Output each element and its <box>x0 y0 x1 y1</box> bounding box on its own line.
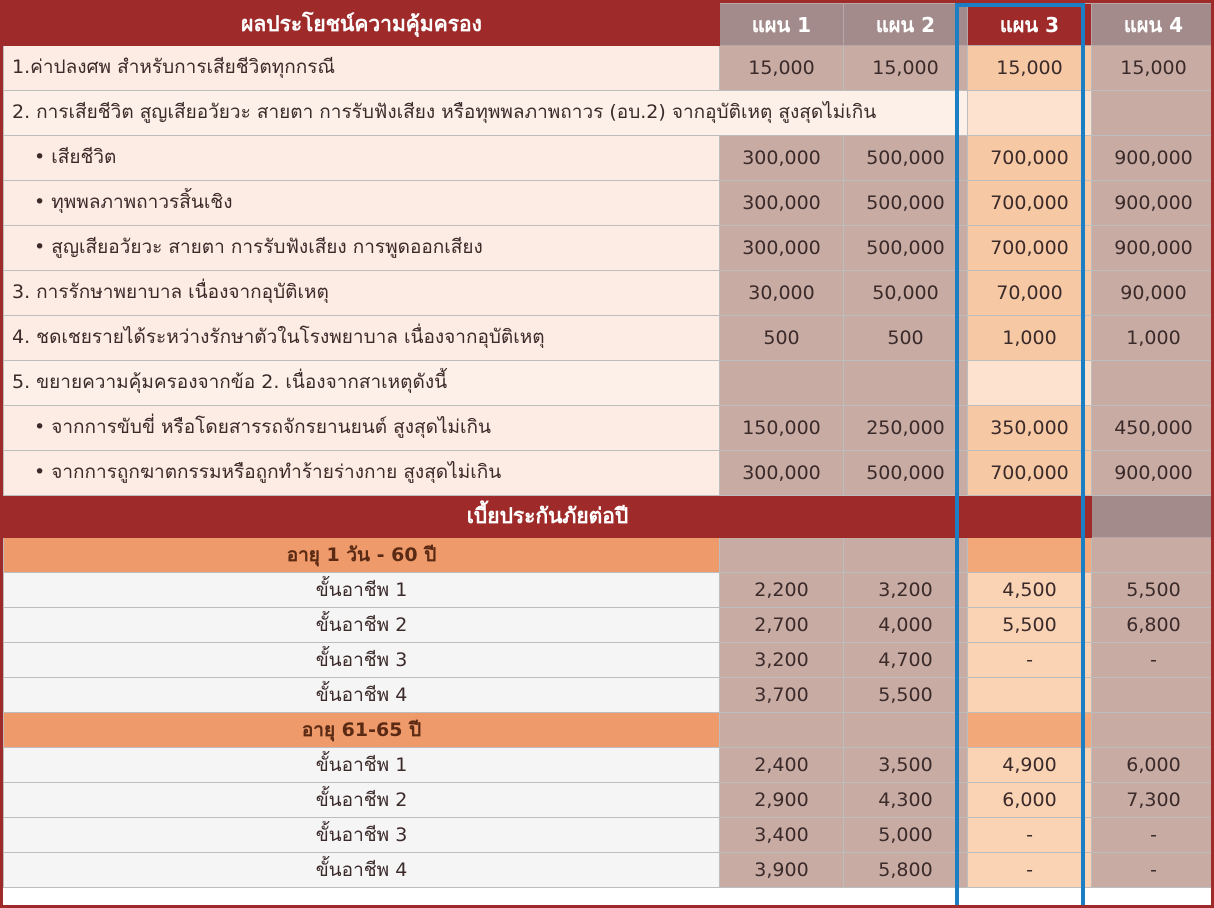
row-value-plan3: 350,000 <box>968 406 1092 451</box>
premium-section-title: เบี้ยประกันภัยต่อปี <box>4 496 1092 538</box>
table-header <box>4 4 1214 46</box>
premium-value-plan3: 6,000 <box>968 783 1092 818</box>
table-row <box>4 573 1214 608</box>
premium-value-plan4: 6,800 <box>1092 608 1214 643</box>
premium-value-plan3 <box>968 678 1092 713</box>
premium-value-plan2: 5,000 <box>844 818 968 853</box>
table-body <box>4 46 1214 888</box>
row-value-plan2: 500,000 <box>844 451 968 496</box>
row-value-plan2: 500 <box>844 316 968 361</box>
benefits-title-header: ผลประโยชน์ความคุ้มครอง <box>4 4 720 46</box>
row-label: • จากการขับขี่ หรือโดยสารรถจักรยานยนต์ สูงสุดไม่เกิน <box>4 406 720 451</box>
row-value-plan3: 700,000 <box>968 226 1092 271</box>
premium-value-plan4: - <box>1092 818 1214 853</box>
row-value-plan1: 30,000 <box>720 271 844 316</box>
row-value-plan3: 15,000 <box>968 46 1092 91</box>
premium-value-plan3: 4,500 <box>968 573 1092 608</box>
row-value-plan2: 500,000 <box>844 181 968 226</box>
premium-title-row <box>4 496 1214 538</box>
premium-value-plan4: 5,500 <box>1092 573 1214 608</box>
table-row <box>4 451 1214 496</box>
table-row <box>4 608 1214 643</box>
row-value-plan3 <box>968 91 1092 136</box>
row-value-plan3 <box>968 361 1092 406</box>
age-band-filler-plan3 <box>968 713 1092 748</box>
row-value-plan4: 90,000 <box>1092 271 1214 316</box>
row-value-plan2: 250,000 <box>844 406 968 451</box>
table-row <box>4 46 1214 91</box>
row-value-plan4: 1,000 <box>1092 316 1214 361</box>
age-band-filler-plan4 <box>1092 713 1214 748</box>
row-label: 5. ขยายความคุ้มครองจากข้อ 2. เนื่องจากสาเหตุดังนี้ <box>4 361 720 406</box>
row-label: 2. การเสียชีวิต สูญเสียอวัยวะ สายตา การรับฟังเสียง หรือทุพพลภาพถาวร (อบ.2) จากอุบัติเหตุ สูงสุดไม่เกิน <box>4 91 968 136</box>
premium-value-plan4: - <box>1092 643 1214 678</box>
occupation-label: ขั้นอาชีพ 4 <box>4 853 720 888</box>
row-value-plan1: 15,000 <box>720 46 844 91</box>
premium-value-plan2: 3,200 <box>844 573 968 608</box>
premium-value-plan3: - <box>968 643 1092 678</box>
row-value-plan2: 15,000 <box>844 46 968 91</box>
row-value-plan4: 450,000 <box>1092 406 1214 451</box>
table-row <box>4 181 1214 226</box>
row-value-plan1: 300,000 <box>720 451 844 496</box>
row-value-plan4: 900,000 <box>1092 451 1214 496</box>
premium-value-plan1: 2,900 <box>720 783 844 818</box>
premium-value-plan1: 3,900 <box>720 853 844 888</box>
row-value-plan1 <box>720 361 844 406</box>
row-label: • เสียชีวิต <box>4 136 720 181</box>
row-value-plan4: 900,000 <box>1092 136 1214 181</box>
row-value-plan4: 15,000 <box>1092 46 1214 91</box>
premium-value-plan3: 5,500 <box>968 608 1092 643</box>
premium-value-plan4: - <box>1092 853 1214 888</box>
table-row <box>4 853 1214 888</box>
row-value-plan2: 500,000 <box>844 226 968 271</box>
age-band-row <box>4 713 1214 748</box>
premium-value-plan1: 3,200 <box>720 643 844 678</box>
premium-value-plan3: - <box>968 818 1092 853</box>
age-band-filler-plan4 <box>1092 538 1214 573</box>
occupation-label: ขั้นอาชีพ 4 <box>4 678 720 713</box>
row-value-plan3: 70,000 <box>968 271 1092 316</box>
occupation-label: ขั้นอาชีพ 1 <box>4 573 720 608</box>
table-row <box>4 643 1214 678</box>
plan-2-header: แผน 2 <box>844 4 968 46</box>
age-band-label: อายุ 61-65 ปี <box>4 713 720 748</box>
row-value-plan4: 900,000 <box>1092 226 1214 271</box>
row-value-plan1: 300,000 <box>720 226 844 271</box>
premium-value-plan2: 4,000 <box>844 608 968 643</box>
premium-title-filler <box>1092 496 1214 538</box>
table-row <box>4 316 1214 361</box>
row-value-plan1: 300,000 <box>720 181 844 226</box>
occupation-label: ขั้นอาชีพ 3 <box>4 818 720 853</box>
premium-value-plan2: 4,700 <box>844 643 968 678</box>
premium-value-plan4: 7,300 <box>1092 783 1214 818</box>
premium-value-plan3: - <box>968 853 1092 888</box>
premium-value-plan4: 6,000 <box>1092 748 1214 783</box>
row-value-plan1: 300,000 <box>720 136 844 181</box>
row-value-plan1: 150,000 <box>720 406 844 451</box>
premium-value-plan2: 5,500 <box>844 678 968 713</box>
premium-value-plan1: 3,700 <box>720 678 844 713</box>
table-row <box>4 361 1214 406</box>
age-band-filler-plan2 <box>844 713 968 748</box>
row-label: 1.ค่าปลงศพ สำหรับการเสียชีวิตทุกกรณี <box>4 46 720 91</box>
table-row <box>4 783 1214 818</box>
row-value-plan2: 50,000 <box>844 271 968 316</box>
row-label: 3. การรักษาพยาบาล เนื่องจากอุบัติเหตุ <box>4 271 720 316</box>
occupation-label: ขั้นอาชีพ 2 <box>4 608 720 643</box>
occupation-label: ขั้นอาชีพ 3 <box>4 643 720 678</box>
header-row <box>4 4 1214 46</box>
premium-value-plan2: 4,300 <box>844 783 968 818</box>
table-row <box>4 91 1214 136</box>
row-value-plan3: 1,000 <box>968 316 1092 361</box>
age-band-filler-plan2 <box>844 538 968 573</box>
row-label: 4. ชดเชยรายได้ระหว่างรักษาตัวในโรงพยาบาล เนื่องจากอุบัติเหตุ <box>4 316 720 361</box>
plan-4-header: แผน 4 <box>1092 4 1214 46</box>
age-band-filler-plan1 <box>720 713 844 748</box>
age-band-row <box>4 538 1214 573</box>
row-value-plan2 <box>844 361 968 406</box>
premium-value-plan1: 2,200 <box>720 573 844 608</box>
premium-value-plan3: 4,900 <box>968 748 1092 783</box>
row-value-plan3: 700,000 <box>968 181 1092 226</box>
age-band-label: อายุ 1 วัน - 60 ปี <box>4 538 720 573</box>
table-row <box>4 406 1214 451</box>
table-row <box>4 818 1214 853</box>
row-value-plan2: 500,000 <box>844 136 968 181</box>
insurance-benefit-table <box>3 3 1214 888</box>
row-value-plan4: 900,000 <box>1092 181 1214 226</box>
occupation-label: ขั้นอาชีพ 1 <box>4 748 720 783</box>
premium-value-plan1: 2,400 <box>720 748 844 783</box>
table-row <box>4 678 1214 713</box>
row-value-plan4 <box>1092 361 1214 406</box>
premium-value-plan1: 2,700 <box>720 608 844 643</box>
row-label: • จากการถูกฆาตกรรมหรือถูกทำร้ายร่างกาย สูงสุดไม่เกิน <box>4 451 720 496</box>
row-value-plan3: 700,000 <box>968 451 1092 496</box>
table-row <box>4 748 1214 783</box>
occupation-label: ขั้นอาชีพ 2 <box>4 783 720 818</box>
table-row <box>4 226 1214 271</box>
row-label: • ทุพพลภาพถาวรสิ้นเชิง <box>4 181 720 226</box>
age-band-filler-plan3 <box>968 538 1092 573</box>
plan-1-header: แผน 1 <box>720 4 844 46</box>
premium-value-plan2: 5,800 <box>844 853 968 888</box>
table-row <box>4 136 1214 181</box>
table-row <box>4 271 1214 316</box>
premium-value-plan4 <box>1092 678 1214 713</box>
row-value-plan4 <box>1092 91 1214 136</box>
row-value-plan1: 500 <box>720 316 844 361</box>
row-label: • สูญเสียอวัยวะ สายตา การรับฟังเสียง การพูดออกเสียง <box>4 226 720 271</box>
age-band-filler-plan1 <box>720 538 844 573</box>
plan-3-header: แผน 3 <box>968 4 1092 46</box>
premium-value-plan2: 3,500 <box>844 748 968 783</box>
premium-value-plan1: 3,400 <box>720 818 844 853</box>
row-value-plan3: 700,000 <box>968 136 1092 181</box>
